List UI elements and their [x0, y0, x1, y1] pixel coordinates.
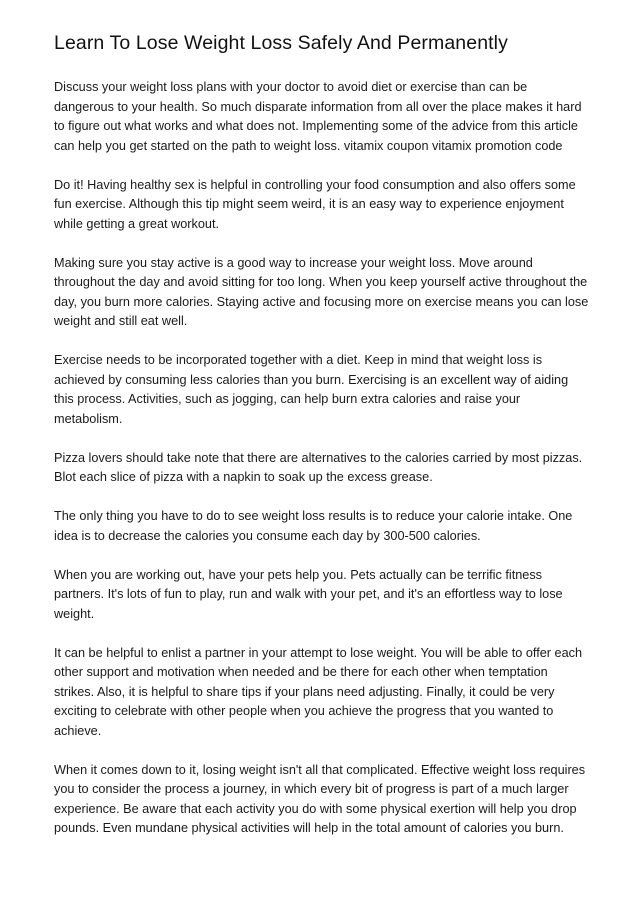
page-title: Learn To Lose Weight Loss Safely And Permanently — [54, 32, 508, 54]
paragraph: When it comes down to it, losing weight isn't all that complicated. Effective weight loss requires you to consider the process a journey, in which every bit of progress is part of a much larger experience. Be aware that each activity you do with some physical exertion will help you drop pounds. Even mundane physical activities will help in the total amount of calories you burn. — [54, 762, 586, 835]
paragraph: It can be helpful to enlist a partner in your attempt to lose weight. You will be able to offer each other support and motivation when needed and be there for each other when temptation strikes. Also, it is helpful to share tips if your plans need adjusting. Finally, it could be very exciting to celebrate with other people when you achieve the progress that you wanted to achieve. — [54, 645, 583, 738]
paragraph: Discuss your weight loss plans with your doctor to avoid diet or exercise than can be dangerous to your health. So much disparate information from all over the place makes it hard to figure out what works and what does not. Implementing some of the advice from this article can help you get started on the path to weight loss. vitamix coupon vitamix promotion code — [54, 80, 582, 153]
paragraph: Making sure you stay active is a good way to increase your weight loss. Move around throughout the day and avoid sitting for too long. When you keep yourself active throughout the day, you burn more calories. Staying active and focusing more on exercise means you can lose weight and still eat well. — [54, 255, 589, 328]
paragraph: Pizza lovers should take note that there are alternatives to the calories carried by most pizzas. Blot each slice of pizza with a napkin to soak up the excess grease. — [54, 450, 583, 484]
paragraph: The only thing you have to do to see weight loss results is to reduce your calorie intake. One idea is to decrease the calories you consume each day by 300-500 calories. — [54, 509, 573, 543]
paragraph: Do it! Having healthy sex is helpful in controlling your food consumption and also offers some fun exercise. Although this tip might seem weird, it is an easy way to experience enjoyment while getting a great workout. — [54, 177, 576, 231]
paragraph: Exercise needs to be incorporated together with a diet. Keep in mind that weight loss is achieved by consuming less calories than you burn. Exercising is an excellent way of aiding this process. Activities, such as jogging, can help burn extra calories and raise your metabolism. — [54, 353, 569, 426]
paragraph: When you are working out, have your pets help you. Pets actually can be terrific fitness partners. It's lots of fun to play, run and walk with your pet, and it's an effortless way to lose weight. — [54, 567, 563, 621]
